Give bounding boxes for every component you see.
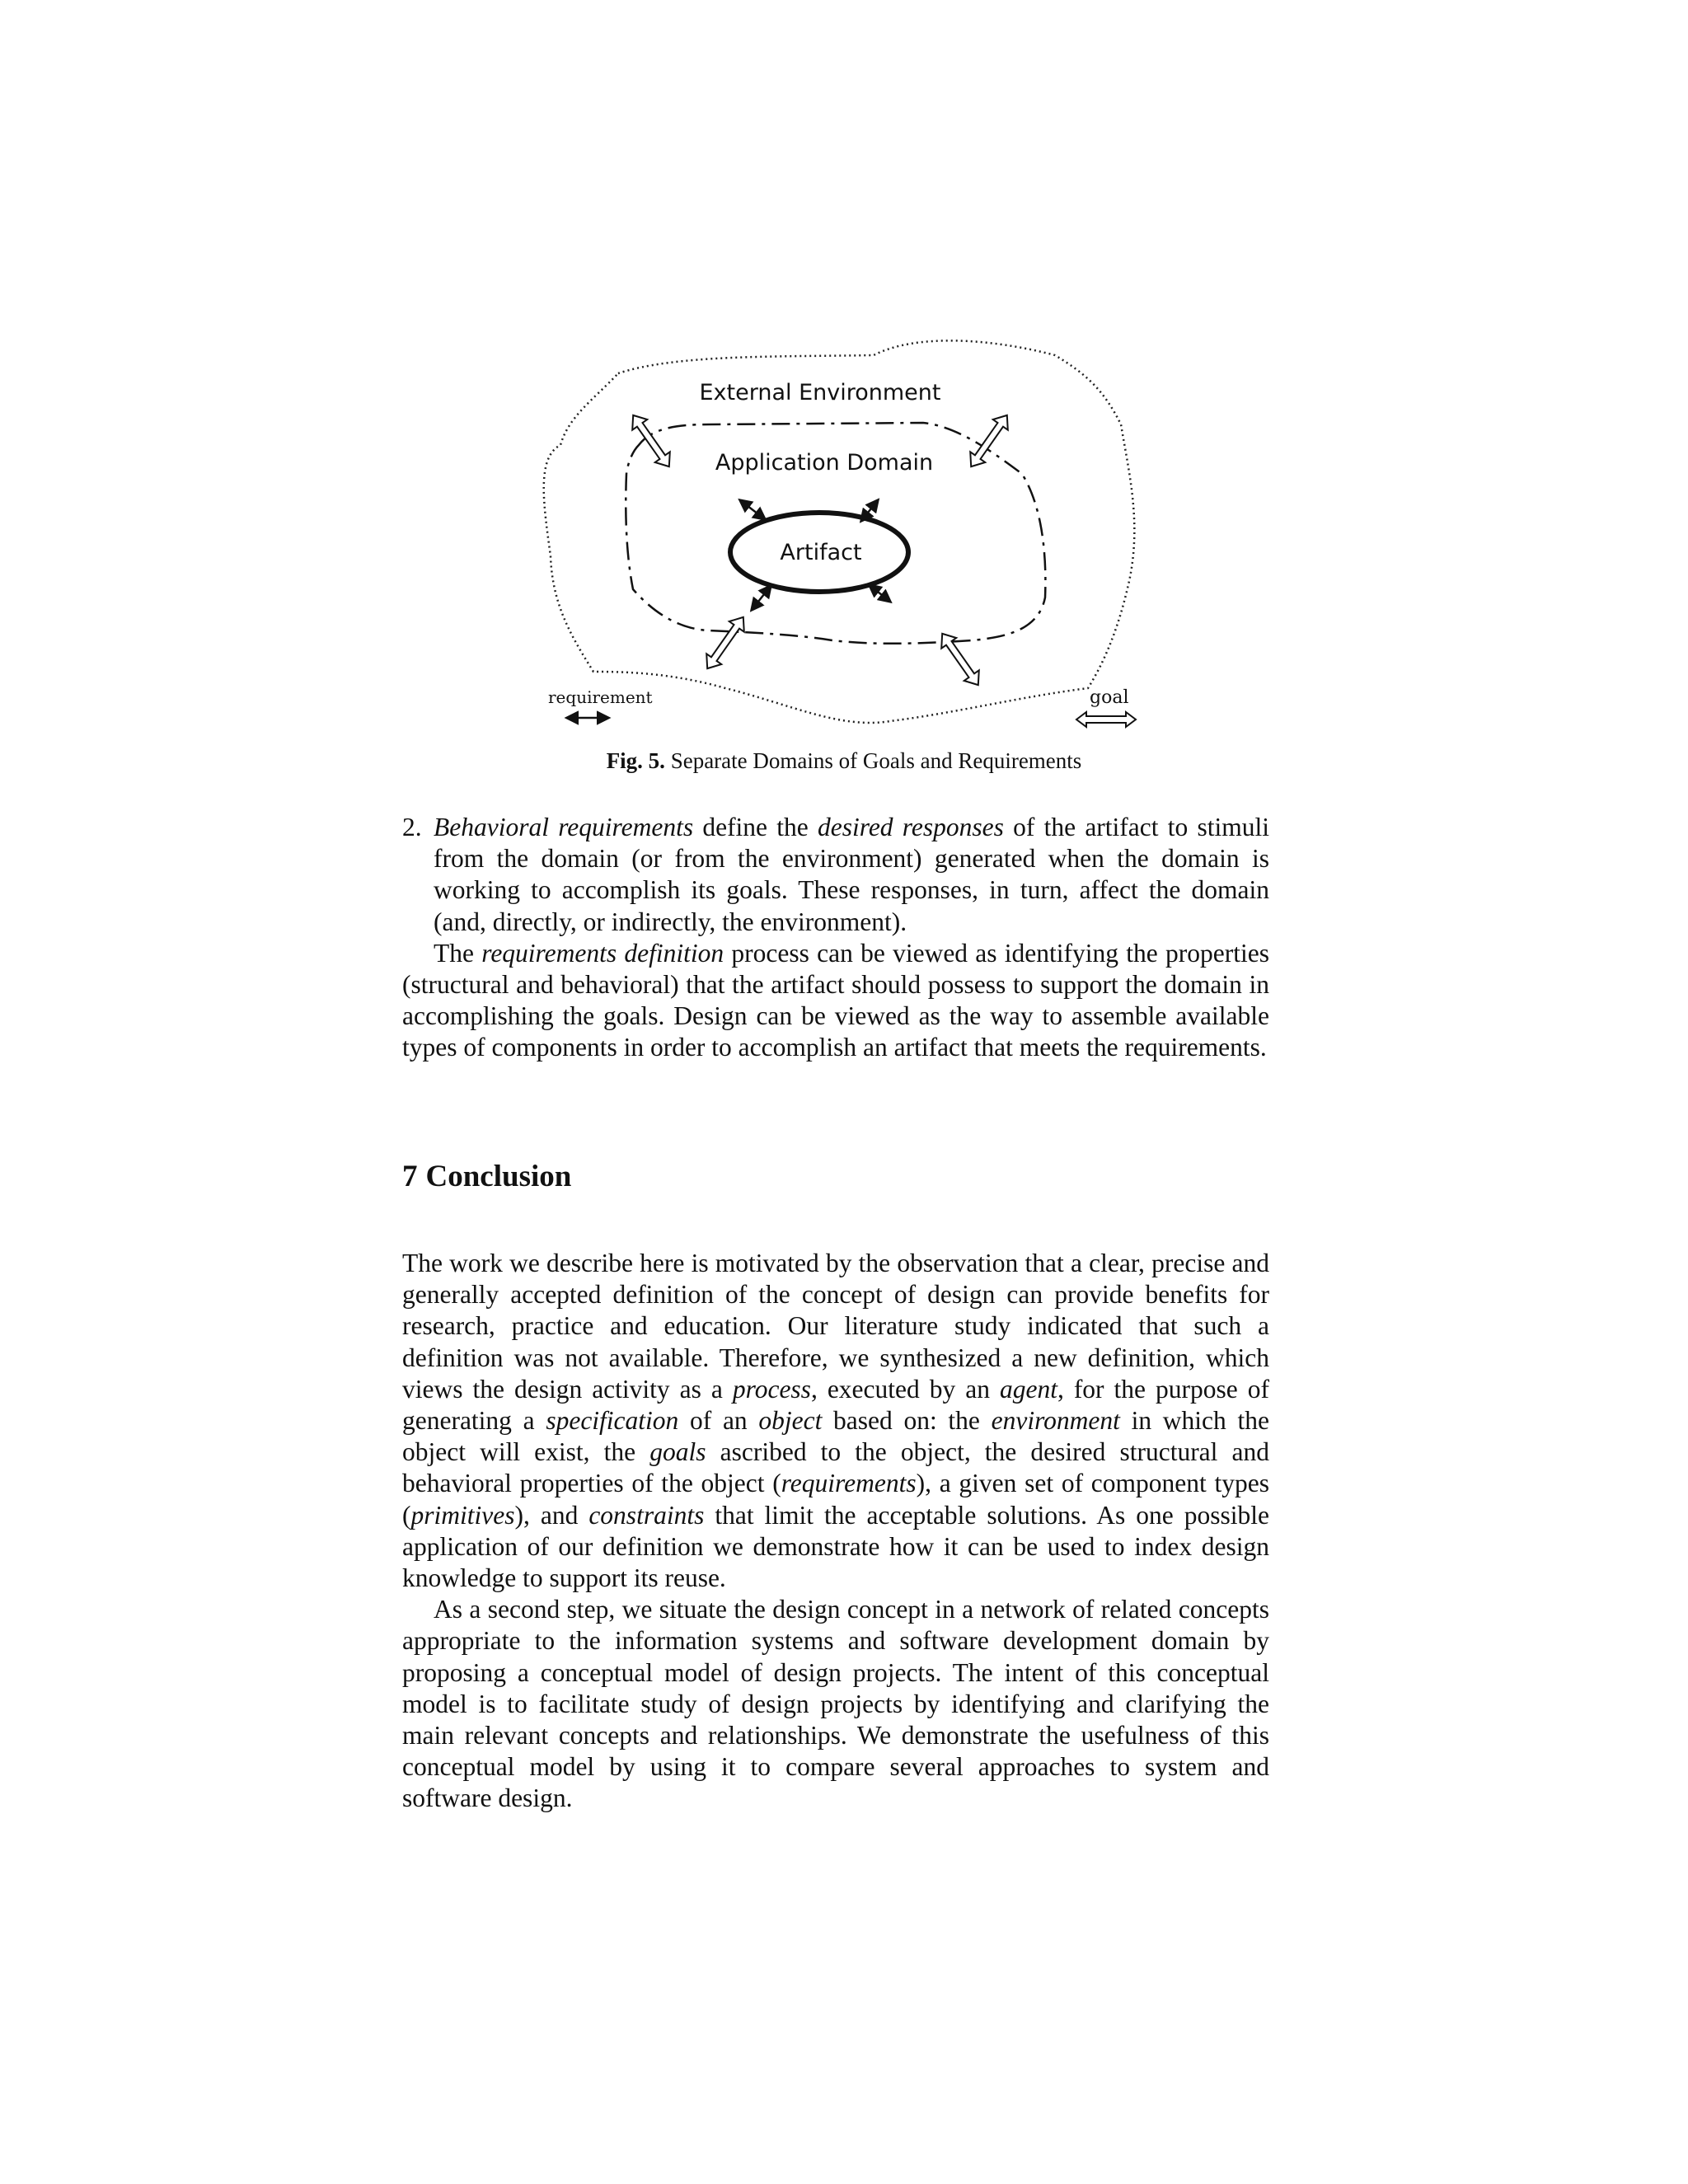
figure-5 (528, 326, 1154, 746)
paragraph-requirements-definition (402, 938, 1269, 1064)
list-item-number: 2. (402, 813, 422, 841)
emphasized-term: agent (999, 1374, 1057, 1404)
requirement-arrow (870, 585, 890, 602)
text-run: The (434, 938, 482, 968)
legend-goal-label: goal (1090, 687, 1129, 708)
text-run: , executed by an (810, 1374, 1000, 1404)
legend-goal-arrow (1076, 712, 1136, 727)
conclusion-paragraph-2 (402, 1594, 1269, 1814)
emphasized-term: requirements definition (481, 938, 724, 968)
domains-diagram (528, 326, 1154, 746)
text-run: The work we describe here is motivated by the observation that a clear, precise and generally accepted definition of the concept of design can provide benefits for research, practice and education. Our literature study indicated that such a definition was not available. Therefore, we synthesized a new definition, which views the design activity as a (402, 1249, 1269, 1404)
artifact-label: Artifact (780, 540, 862, 565)
body-text-conclusion (402, 1248, 1269, 1815)
emphasized-term: specification (546, 1406, 679, 1436)
text-run: based on: the (822, 1406, 992, 1436)
text-run: process can be viewed as identifying the properties (structural and behavioral) that the artifact should possess to support the domain in accomplishing the goals. Design can be viewed as the way to assemble available types of components in order to accomplish an artifact that meets the requirements. (402, 938, 1269, 1062)
emphasized-term: desired responses (818, 813, 1004, 841)
text-run: , for the purpose of generating a (402, 1374, 1269, 1436)
list-item-text (434, 813, 1269, 936)
text-run: As a second step, we situate the design concept in a network of related concepts appropriate to the information systems and software development domain by proposing a conceptual model of design projects. The intent of this conceptual model is to facilitate study of design projects by identifying and clarifying the main relevant concepts and relationships. We demonstrate the usefulness of this conceptual model by using it to compare several approaches to system and software design. (402, 1595, 1269, 1813)
text-run: of the artifact to stimuli from the domain (or from the environment) generated when the domain is working to accomplish its goals. These responses, in turn, affect the domain (and, directly, or indirectly, the environment). (434, 813, 1270, 936)
text-run: of an (678, 1406, 759, 1436)
text-run: that limit the acceptable solutions. As one possible application of our definition we demonstrate how it can be used to index design knowledge to support its reuse. (402, 1500, 1269, 1593)
figure-caption (402, 748, 1286, 774)
external-environment-label: External Environment (699, 380, 941, 405)
emphasized-term: process (732, 1374, 811, 1404)
emphasized-term: goals (649, 1437, 706, 1467)
body-text-upper (402, 812, 1269, 1064)
legend-requirement-label: requirement (548, 687, 653, 707)
section-heading (402, 1159, 571, 1194)
goal-arrow (935, 629, 986, 691)
figure-caption-text: Separate Domains of Goals and Requirements (670, 748, 1082, 773)
section-number: 7 (402, 1160, 418, 1193)
text-run: ), and (514, 1500, 589, 1530)
section-title: Conclusion (425, 1160, 572, 1193)
figure-caption-label: Fig. 5. (606, 748, 665, 773)
text-run: ), a given set of component types ( (402, 1469, 1269, 1530)
goal-arrow (626, 410, 677, 472)
requirement-arrow (752, 586, 771, 610)
goal-arrow (700, 612, 751, 674)
list-item-2 (402, 812, 1269, 938)
emphasized-term: requirements (781, 1469, 917, 1498)
emphasized-term: primitives (410, 1500, 515, 1530)
conclusion-paragraph-1 (402, 1248, 1269, 1594)
requirement-arrow (740, 500, 765, 519)
emphasized-term: Behavioral requirements (434, 813, 694, 841)
emphasized-term: constraints (588, 1500, 705, 1530)
text-run: define the (693, 813, 818, 841)
emphasized-term: object (758, 1406, 823, 1436)
application-domain-label: Application Domain (715, 450, 934, 476)
paragraph-text (402, 939, 1269, 1062)
paragraph-text (402, 1249, 1269, 1592)
paragraph-text (402, 1595, 1269, 1812)
emphasized-term: environment (991, 1406, 1120, 1436)
text-run: in which the object will exist, the (402, 1406, 1269, 1467)
text-run: ascribed to the object, the desired structural and behavioral properties of the object ( (402, 1437, 1270, 1498)
